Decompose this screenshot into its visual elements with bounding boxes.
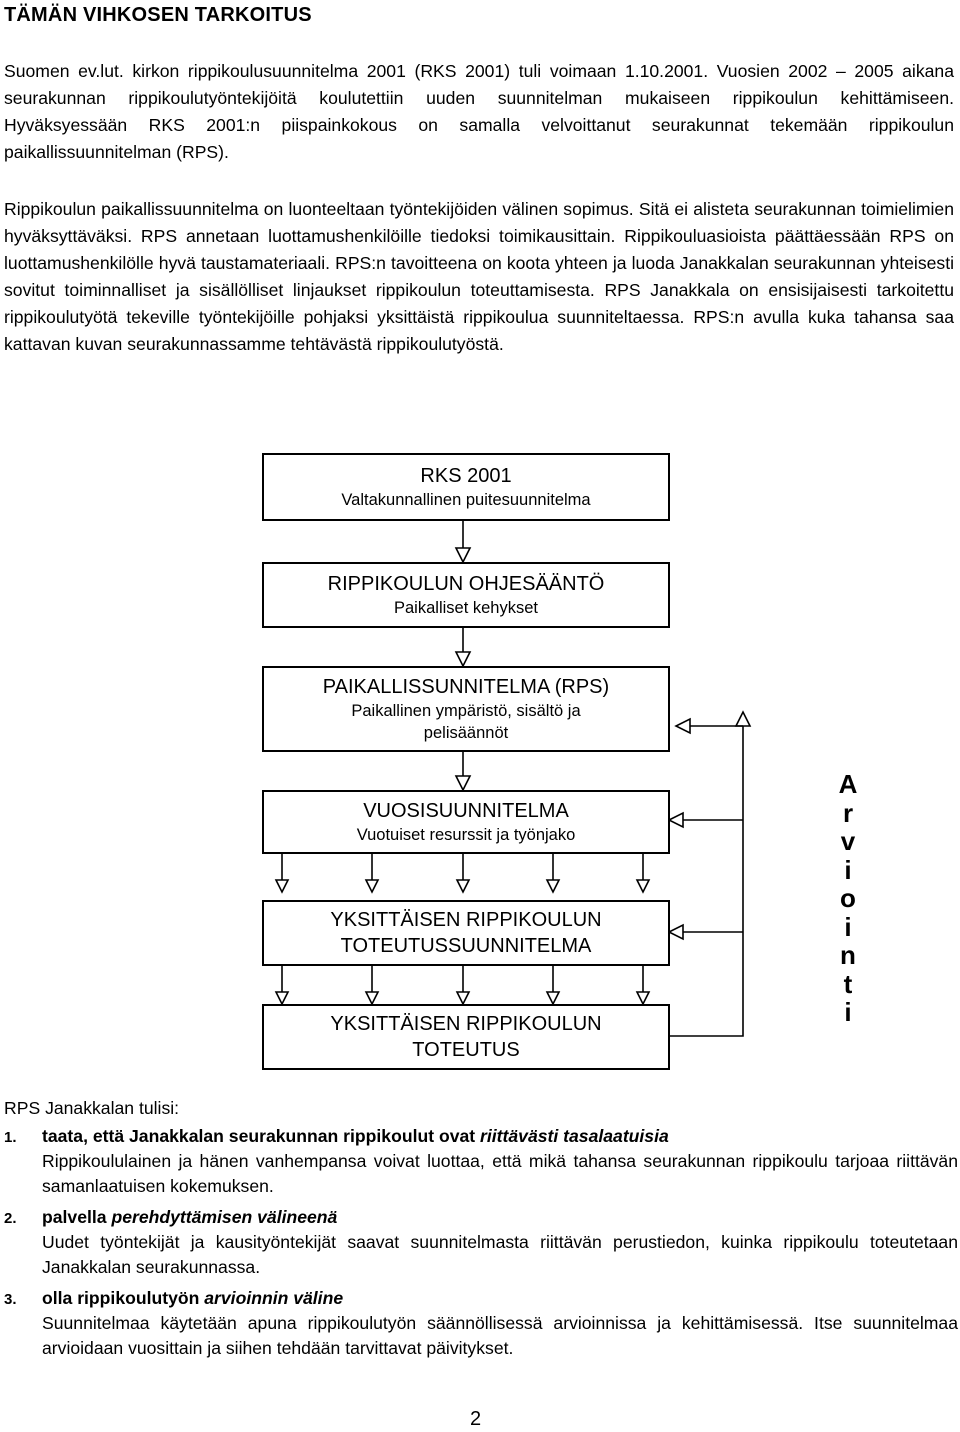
- arviointi-letter: A: [838, 769, 858, 799]
- list-item-heading: taata, että Janakkalan seurakunnan rippikoulut ovat riittävästi tasalaatuisia: [42, 1126, 669, 1146]
- box-vuosi-subtitle: Vuotuiset resurssit ja työnjako: [356, 826, 576, 844]
- arviointi-letter: t: [843, 968, 853, 999]
- box-paikallissuunnitelma: [262, 666, 670, 752]
- page-number: 2: [470, 1408, 482, 1430]
- box-rks-subtitle: Valtakunnallinen puitesuunnitelma: [341, 491, 591, 509]
- intro-paragraph-1: Suomen ev.lut. kirkon rippikoulusuunnitelma 2001 (RKS 2001) tuli voimaan 1.10.2001. Vuosien 2002 – 2005 aikana seurakunnan rippikoulutyöntekijöitä koulutettiin uuden suunnitelman mukaiseen rippikoulun kehittämiseen. Hyväksyessään RKS 2001:n piispainkokous on samalla velvoittanut seurakunnat tekemään rippikoulun paikallissuunnitelman (RPS).: [4, 61, 954, 162]
- box-rps-subtitle-2: pelisäännöt: [423, 724, 509, 742]
- list-item: [4, 1124, 958, 1199]
- box-toteutussuunnitelma: [262, 900, 670, 966]
- box-tts-line-1: YKSITTÄISEN RIPPIKOULUN: [330, 909, 602, 931]
- list-item: [4, 1286, 958, 1361]
- list-item-description: Uudet työntekijät ja kausityöntekijät saavat suunnitelmasta riittävän perustiedon, kuinka rippikoulu toteutetaan Janakkalan seurakunnassa.: [42, 1232, 958, 1277]
- box-toteutus: [262, 1004, 670, 1070]
- list-item-number: 1.: [4, 1129, 17, 1146]
- arviointi-vertical-label: [830, 770, 866, 1027]
- list-item-description: Rippikoululainen ja hänen vanhempansa voivat luottaa, että mikä tahansa seurakunnan rippikoulu tarjoaa riittävän samanlaatuisen kokemuksen.: [42, 1151, 958, 1196]
- page-title: TÄMÄN VIHKOSEN TARKOITUS: [4, 4, 312, 26]
- feedback-line: [668, 726, 743, 1036]
- box-rks-2001: [262, 453, 670, 521]
- box-ohjesaanto-title: RIPPIKOULUN OHJESÄÄNTÖ: [327, 573, 605, 595]
- arviointi-letter: o: [840, 883, 856, 913]
- box-rks-title: RKS 2001: [420, 465, 512, 487]
- tulisi-heading: RPS Janakkalan tulisi:: [4, 1098, 180, 1118]
- list-item-number: 3.: [4, 1291, 17, 1308]
- tulisi-list: [4, 1124, 958, 1367]
- arviointi-letter: i: [844, 854, 852, 885]
- arviointi-letter: r: [842, 797, 854, 828]
- box-ohjesaanto-subtitle: Paikalliset kehykset: [394, 599, 538, 617]
- arviointi-letter: i: [844, 911, 852, 942]
- box-ohjesaanto: [262, 562, 670, 628]
- arviointi-letter: v: [840, 826, 856, 856]
- box-vuosi-title: VUOSISUUNNITELMA: [363, 800, 569, 822]
- box-rps-title: PAIKALLISSUNNITELMA (RPS): [322, 676, 610, 698]
- arviointi-letter: n: [840, 940, 856, 970]
- list-item-description: Suunnitelmaa käytetään apuna rippikoulutyön säännöllisessä arvioinnissa ja kehittämisessä. Itse suunnitelmaa arvioidaan vuosittain ja siihen tehdään tarvittavat päivitykset.: [42, 1313, 958, 1358]
- intro-paragraph-2: Rippikoulun paikallissuunnitelma on luonteeltaan työntekijöiden välinen sopimus. Sitä ei alisteta seurakunnan toimielimien hyväksyttäväksi. RPS annetaan luottamushenkilöille tiedoksi toimikausittain. Rippikouluasioista päättäessään RPS on luottamushenkilölle hyvä taustamateriaali. RPS:n tavoitteena on koota yhteen ja luoda Janakkalan seurakunnan yhteisesti sovitut toiminnalliset ja sisällölliset linjaukset rippikoulun toteuttamisesta. RPS Janakkala on ensisijaisesti tarkoitettu rippikoulutyötä tekeville työntekijöille pohjaksi yksittäistä rippikoulua suunniteltaessa. RPS:n avulla kuka tahansa saa kattavan kuvan seurakunnassamme tehtävästä rippikoulutyöstä.: [4, 199, 954, 354]
- box-toteutus-line-1: YKSITTÄISEN RIPPIKOULUN: [330, 1013, 602, 1035]
- box-toteutus-line-2: TOTEUTUS: [412, 1039, 520, 1061]
- box-tts-line-2: TOTEUTUSSUUNNITELMA: [340, 935, 592, 957]
- box-rps-subtitle-1: Paikallinen ympäristö, sisältö ja: [351, 702, 581, 720]
- box-vuosisuunnitelma: [262, 790, 670, 854]
- arviointi-letter: i: [844, 997, 852, 1027]
- list-item: [4, 1205, 958, 1280]
- list-item-number: 2.: [4, 1210, 17, 1227]
- list-item-heading: palvella perehdyttämisen välineenä: [42, 1207, 338, 1227]
- list-item-heading: olla rippikoulutyön arvioinnin väline: [42, 1288, 344, 1308]
